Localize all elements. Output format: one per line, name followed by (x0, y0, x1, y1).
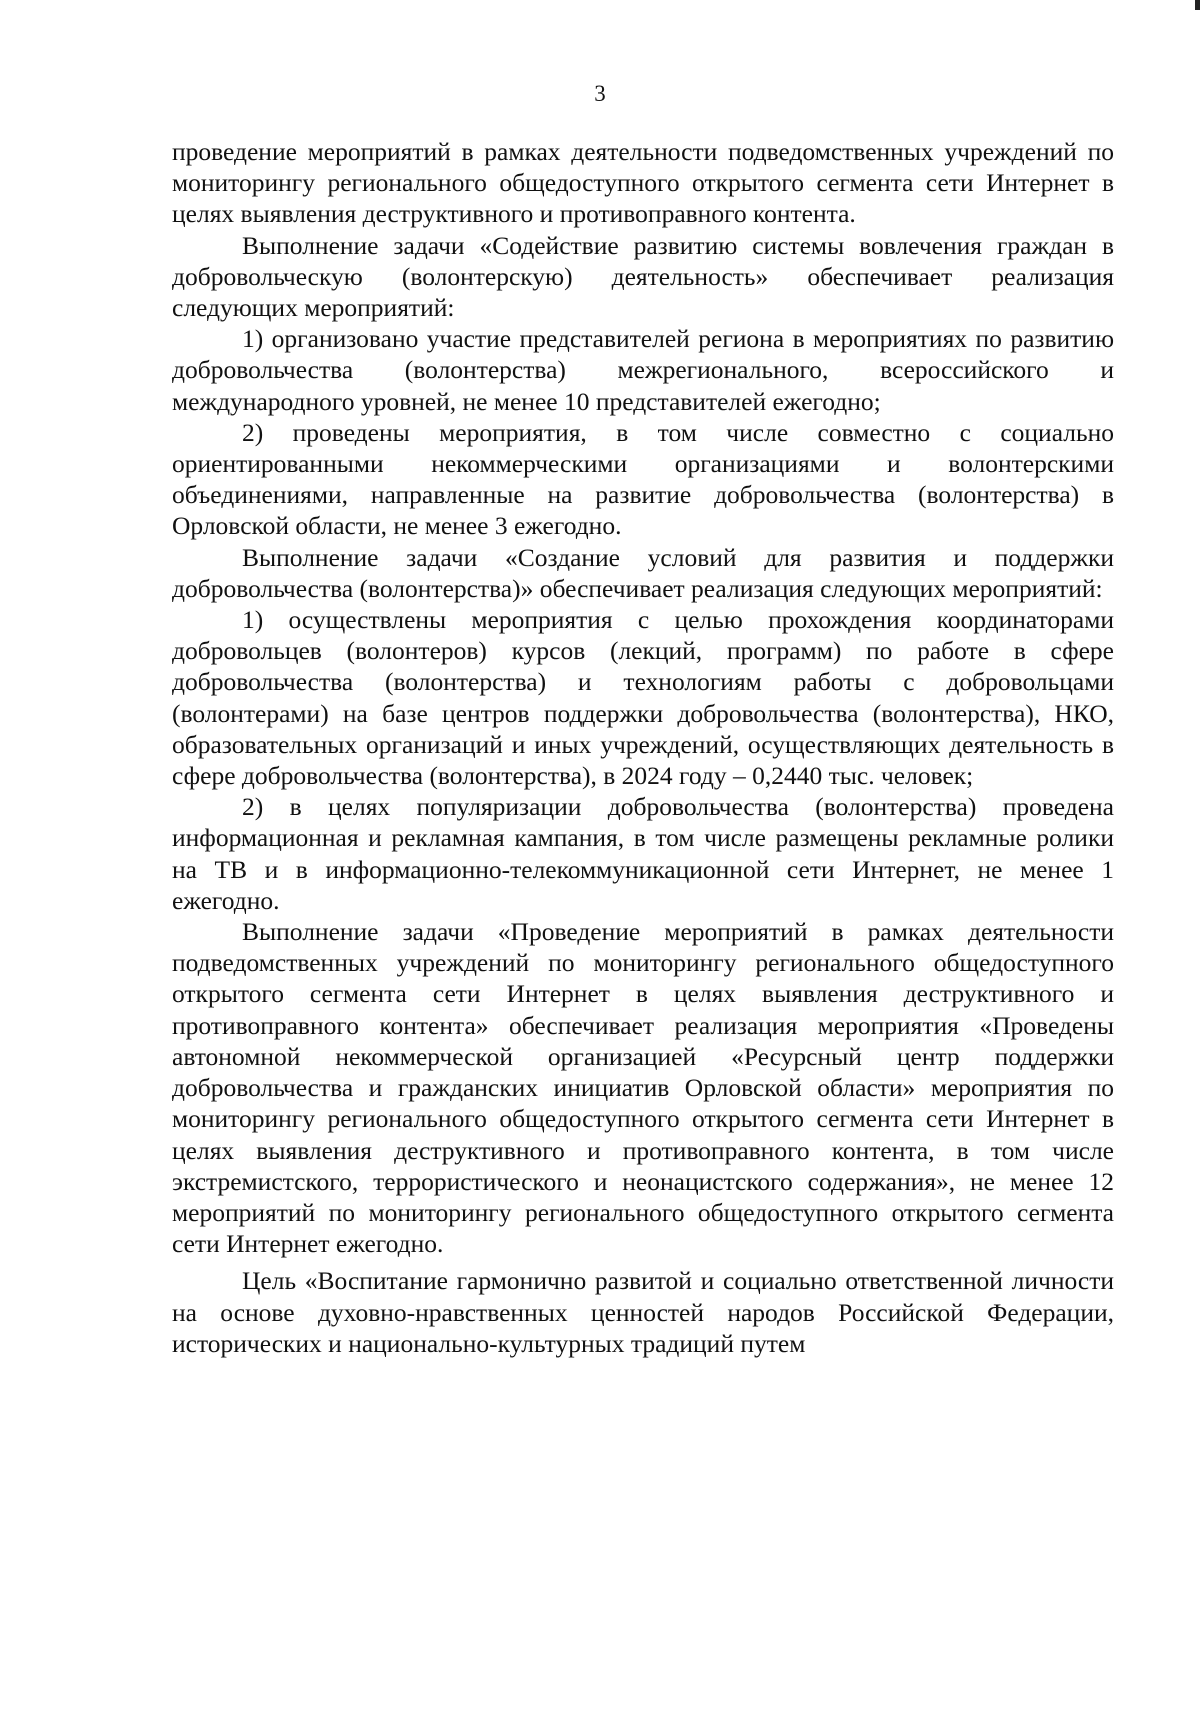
paragraph-item-1-participation: 1) организовано участие представителей региона в мероприятиях по развитию добровольчества (волонтерства) межрегионального, всероссийского и международного уровней, не менее 10 представителей ежегодно; (172, 324, 1114, 416)
scan-edge-mark (1195, 0, 1200, 10)
paragraph-goal: Цель «Воспитание гармонично развитой и социально ответственной личности на основе духовно-нравственных ценностей народов Российской Федерации, исторических и национально-культурных традиций путем (172, 1266, 1114, 1358)
page-number: 3 (594, 81, 606, 106)
paragraph-item-2-events: 2) проведены мероприятия, в том числе совместно с социально ориентированными некоммерческими организациями и волонтерскими объединениями, направленные на развитие добровольчества (волонтерства) в Орловской области, не менее 3 ежегодно. (172, 417, 1114, 541)
paragraph-item-1-coordinators: 1) осуществлены мероприятия с целью прохождения координаторами добровольцев (волонтеров) курсов (лекций, программ) по работе в сфере добровольчества (волонтерства) и технологиям работы с добровольцами (волонтерами) на базе центров поддержки добровольчества (волонтерства), НКО, образовательных организаций и иных учреждений, осуществляющих деятельность в сфере добровольчества (волонтерства), в 2024 году – 0,2440 тыс. человек; (172, 605, 1114, 791)
paragraph-task-monitoring: Выполнение задачи «Проведение мероприятий в рамках деятельности подведомственных учреждений по мониторингу регионального общедоступного открытого сегмента сети Интернет в целях выявления деструктивного и противоправного контента» обеспечивает реализация мероприятия «Проведены автономной некоммерческой организацией «Ресурсный центр поддержки добровольчества и гражданских инициатив Орловской области» мероприятия по мониторингу регионального общедоступного открытого сегмента сети Интернет в целях выявления деструктивного и противоправного контента, в том числе экстремистского, террористического и неонацистского содержания», не менее 12 мероприятий по мониторингу регионального общедоступного открытого сегмента сети Интернет ежегодно. (172, 917, 1114, 1259)
paragraph-item-2-campaign: 2) в целях популяризации добровольчества (волонтерства) проведена информационная и рекламная кампания, в том числе размещены рекламные ролики на ТВ и в информационно-телекоммуникационной сети Интернет, не менее 1 ежегодно. (172, 792, 1114, 915)
paragraph-task-volunteer-involvement: Выполнение задачи «Содействие развитию системы вовлечения граждан в добровольческую (волонтерскую) деятельность» обеспечивает реализация следующих мероприятий: (172, 230, 1114, 323)
document-body (172, 136, 1114, 1359)
paragraph-task-conditions: Выполнение задачи «Создание условий для развития и поддержки добровольчества (волонтерства)» обеспечивает реализация следующих мероприятий: (172, 542, 1114, 603)
paragraph-continuation: проведение мероприятий в рамках деятельности подведомственных учреждений по мониторингу регионального общедоступного открытого сегмента сети Интернет в целях выявления деструктивного и противоправного контента. (172, 137, 1114, 229)
